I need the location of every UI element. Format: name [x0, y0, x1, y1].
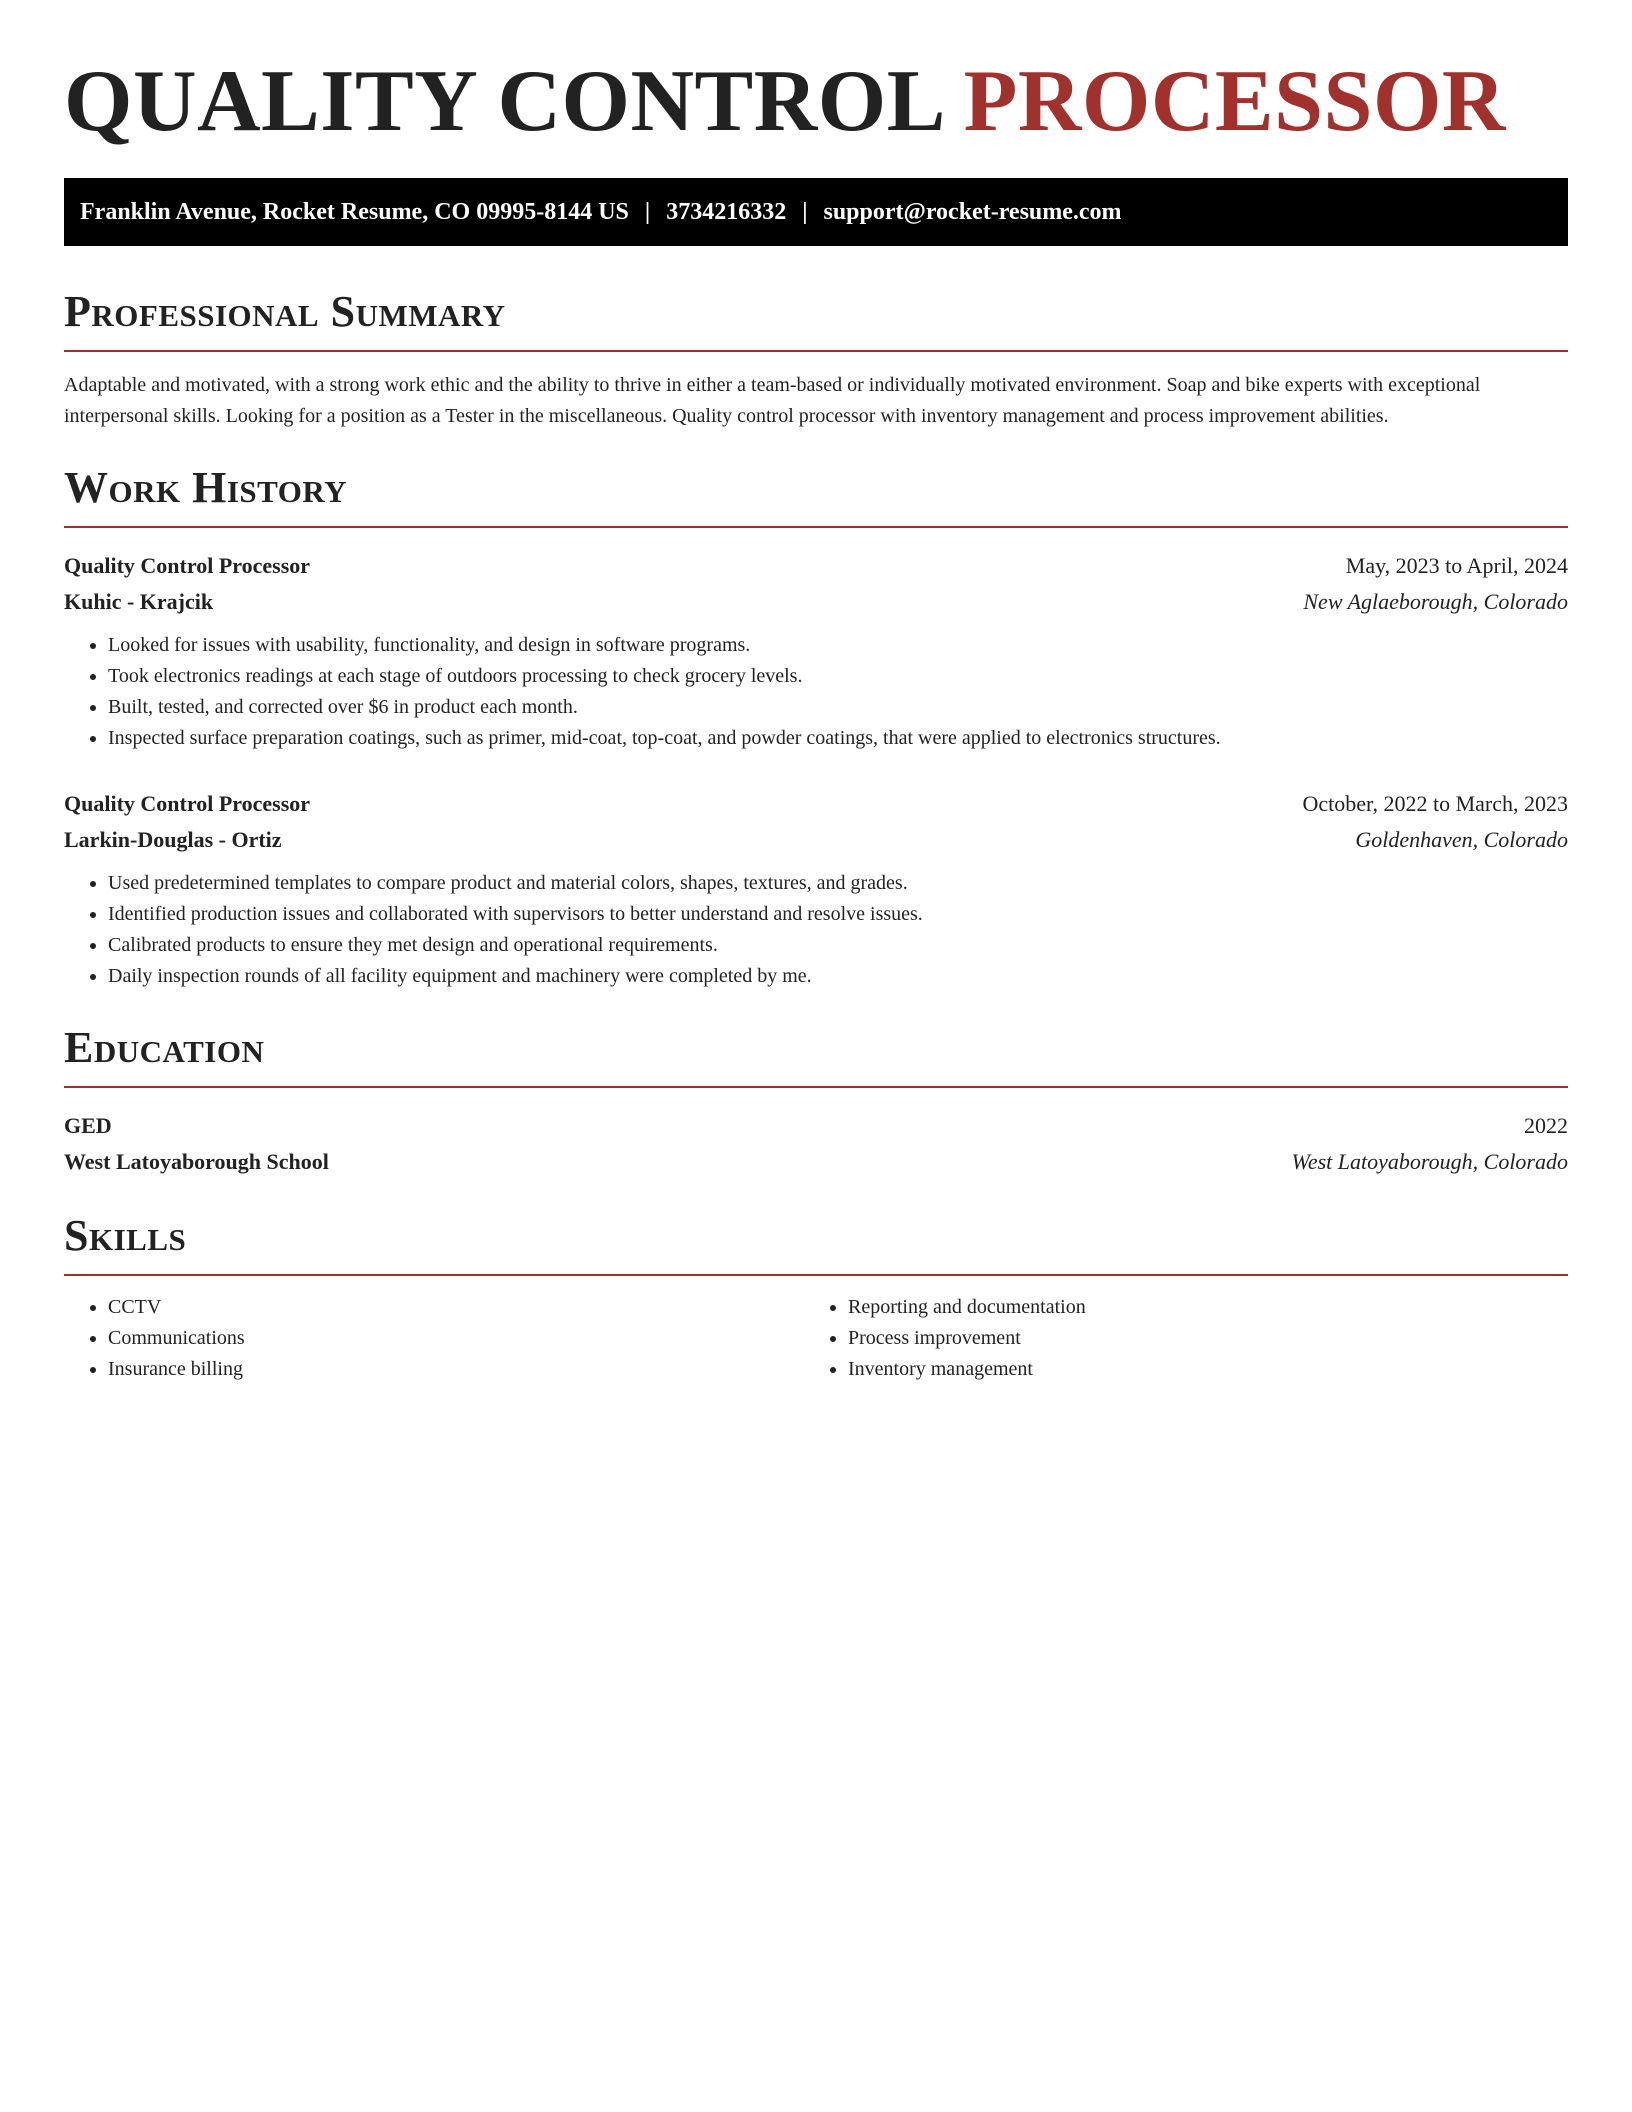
education-school-row: [64, 1144, 1568, 1180]
job-entry: [64, 548, 1568, 754]
section-divider: [64, 1086, 1568, 1088]
summary-text: Adaptable and motivated, with a strong work ethic and the ability to thrive in either a team-based or individually motivated environment. Soap and bike experts with exceptional interpersonal skills. Looking for a position as a Tester in the miscellaneous. Quality control processor with inventory management and process improvement abilities.: [64, 374, 1481, 427]
job-entry: [64, 786, 1568, 992]
skill-item: • Reporting and documentation: [848, 1292, 1544, 1323]
education-heading: Education: [64, 1023, 265, 1072]
education-entry: [64, 1108, 1568, 1180]
skills-list-left: [64, 1292, 804, 1385]
job-company-row: [64, 584, 1568, 620]
job-position: Quality Control Processor: [64, 791, 311, 816]
summary-section: [64, 286, 1568, 432]
education-year: 2022: [1524, 1113, 1568, 1138]
job-dates: May, 2023 to April, 2024: [1345, 553, 1568, 578]
job-company: Larkin-Douglas - Ortiz: [64, 827, 282, 852]
job-location: New Aglaeborough, Colorado: [1303, 589, 1568, 614]
job-duty: • Looked for issues with usability, functionality, and design in software programs.: [108, 630, 1568, 661]
job-duties-list: [64, 868, 1568, 992]
skill-item: • Process improvement: [848, 1323, 1544, 1354]
education-degree-row: [64, 1108, 1568, 1144]
job-duty: • Used predetermined templates to compare product and material colors, shapes, textures, and grades.: [108, 868, 1568, 899]
skill-item: • Inventory management: [848, 1354, 1544, 1385]
education-location: West Latoyaborough, Colorado: [1291, 1149, 1568, 1174]
job-duties-list: [64, 630, 1568, 754]
section-divider: [64, 1274, 1568, 1276]
job-header-row: [64, 786, 1568, 822]
skill-item: • Insurance billing: [108, 1354, 804, 1385]
skills-heading: Skills: [64, 1211, 187, 1260]
skill-item: • CCTV: [108, 1292, 804, 1323]
work-history-section: [64, 462, 1568, 992]
summary-heading: Professional Summary: [64, 287, 506, 336]
skills-list-right: [804, 1292, 1544, 1385]
education-school: West Latoyaborough School: [64, 1149, 329, 1174]
section-divider: [64, 526, 1568, 528]
work-history-heading: Work History: [64, 463, 348, 512]
contact-bar: [64, 178, 1568, 246]
education-degree: GED: [64, 1113, 112, 1138]
skills-section: [64, 1210, 1568, 1385]
contact-address: Franklin Avenue, Rocket Resume, CO 09995-8144 US: [80, 198, 629, 225]
job-duty: • Built, tested, and corrected over $6 in product each month.: [108, 692, 1568, 723]
resume-name: [64, 0, 1568, 152]
section-divider: [64, 350, 1568, 352]
job-header-row: [64, 548, 1568, 584]
job-location: Goldenhaven, Colorado: [1355, 827, 1568, 852]
contact-phone: 3734216332: [666, 198, 787, 225]
job-duty: • Identified production issues and collaborated with supervisors to better understand and resolve issues.: [108, 899, 1568, 930]
job-duty: • Daily inspection rounds of all facility equipment and machinery were completed by me.: [108, 961, 1568, 992]
job-duty: • Took electronics readings at each stage of outdoors processing to check grocery levels.: [108, 661, 1568, 692]
resume-page: [64, 0, 1568, 1385]
name-last: PROCESSOR: [963, 53, 1506, 150]
education-section: [64, 1022, 1568, 1180]
name-first: QUALITY CONTROL: [64, 53, 942, 150]
job-dates: October, 2022 to March, 2023: [1302, 791, 1568, 816]
contact-separator: |: [644, 198, 651, 225]
job-duty: • Inspected surface preparation coatings, such as primer, mid-coat, top-coat, and powder coatings, that were applied to electronics structures.: [108, 723, 1568, 754]
job-company: Kuhic - Krajcik: [64, 589, 214, 614]
job-position: Quality Control Processor: [64, 553, 311, 578]
contact-separator: |: [802, 198, 808, 225]
skills-columns: [64, 1292, 1568, 1385]
skill-item: • Communications: [108, 1323, 804, 1354]
job-duty: • Calibrated products to ensure they met design and operational requirements.: [108, 930, 1568, 961]
contact-email[interactable]: support@rocket-resume.com: [823, 198, 1122, 225]
job-company-row: [64, 822, 1568, 858]
